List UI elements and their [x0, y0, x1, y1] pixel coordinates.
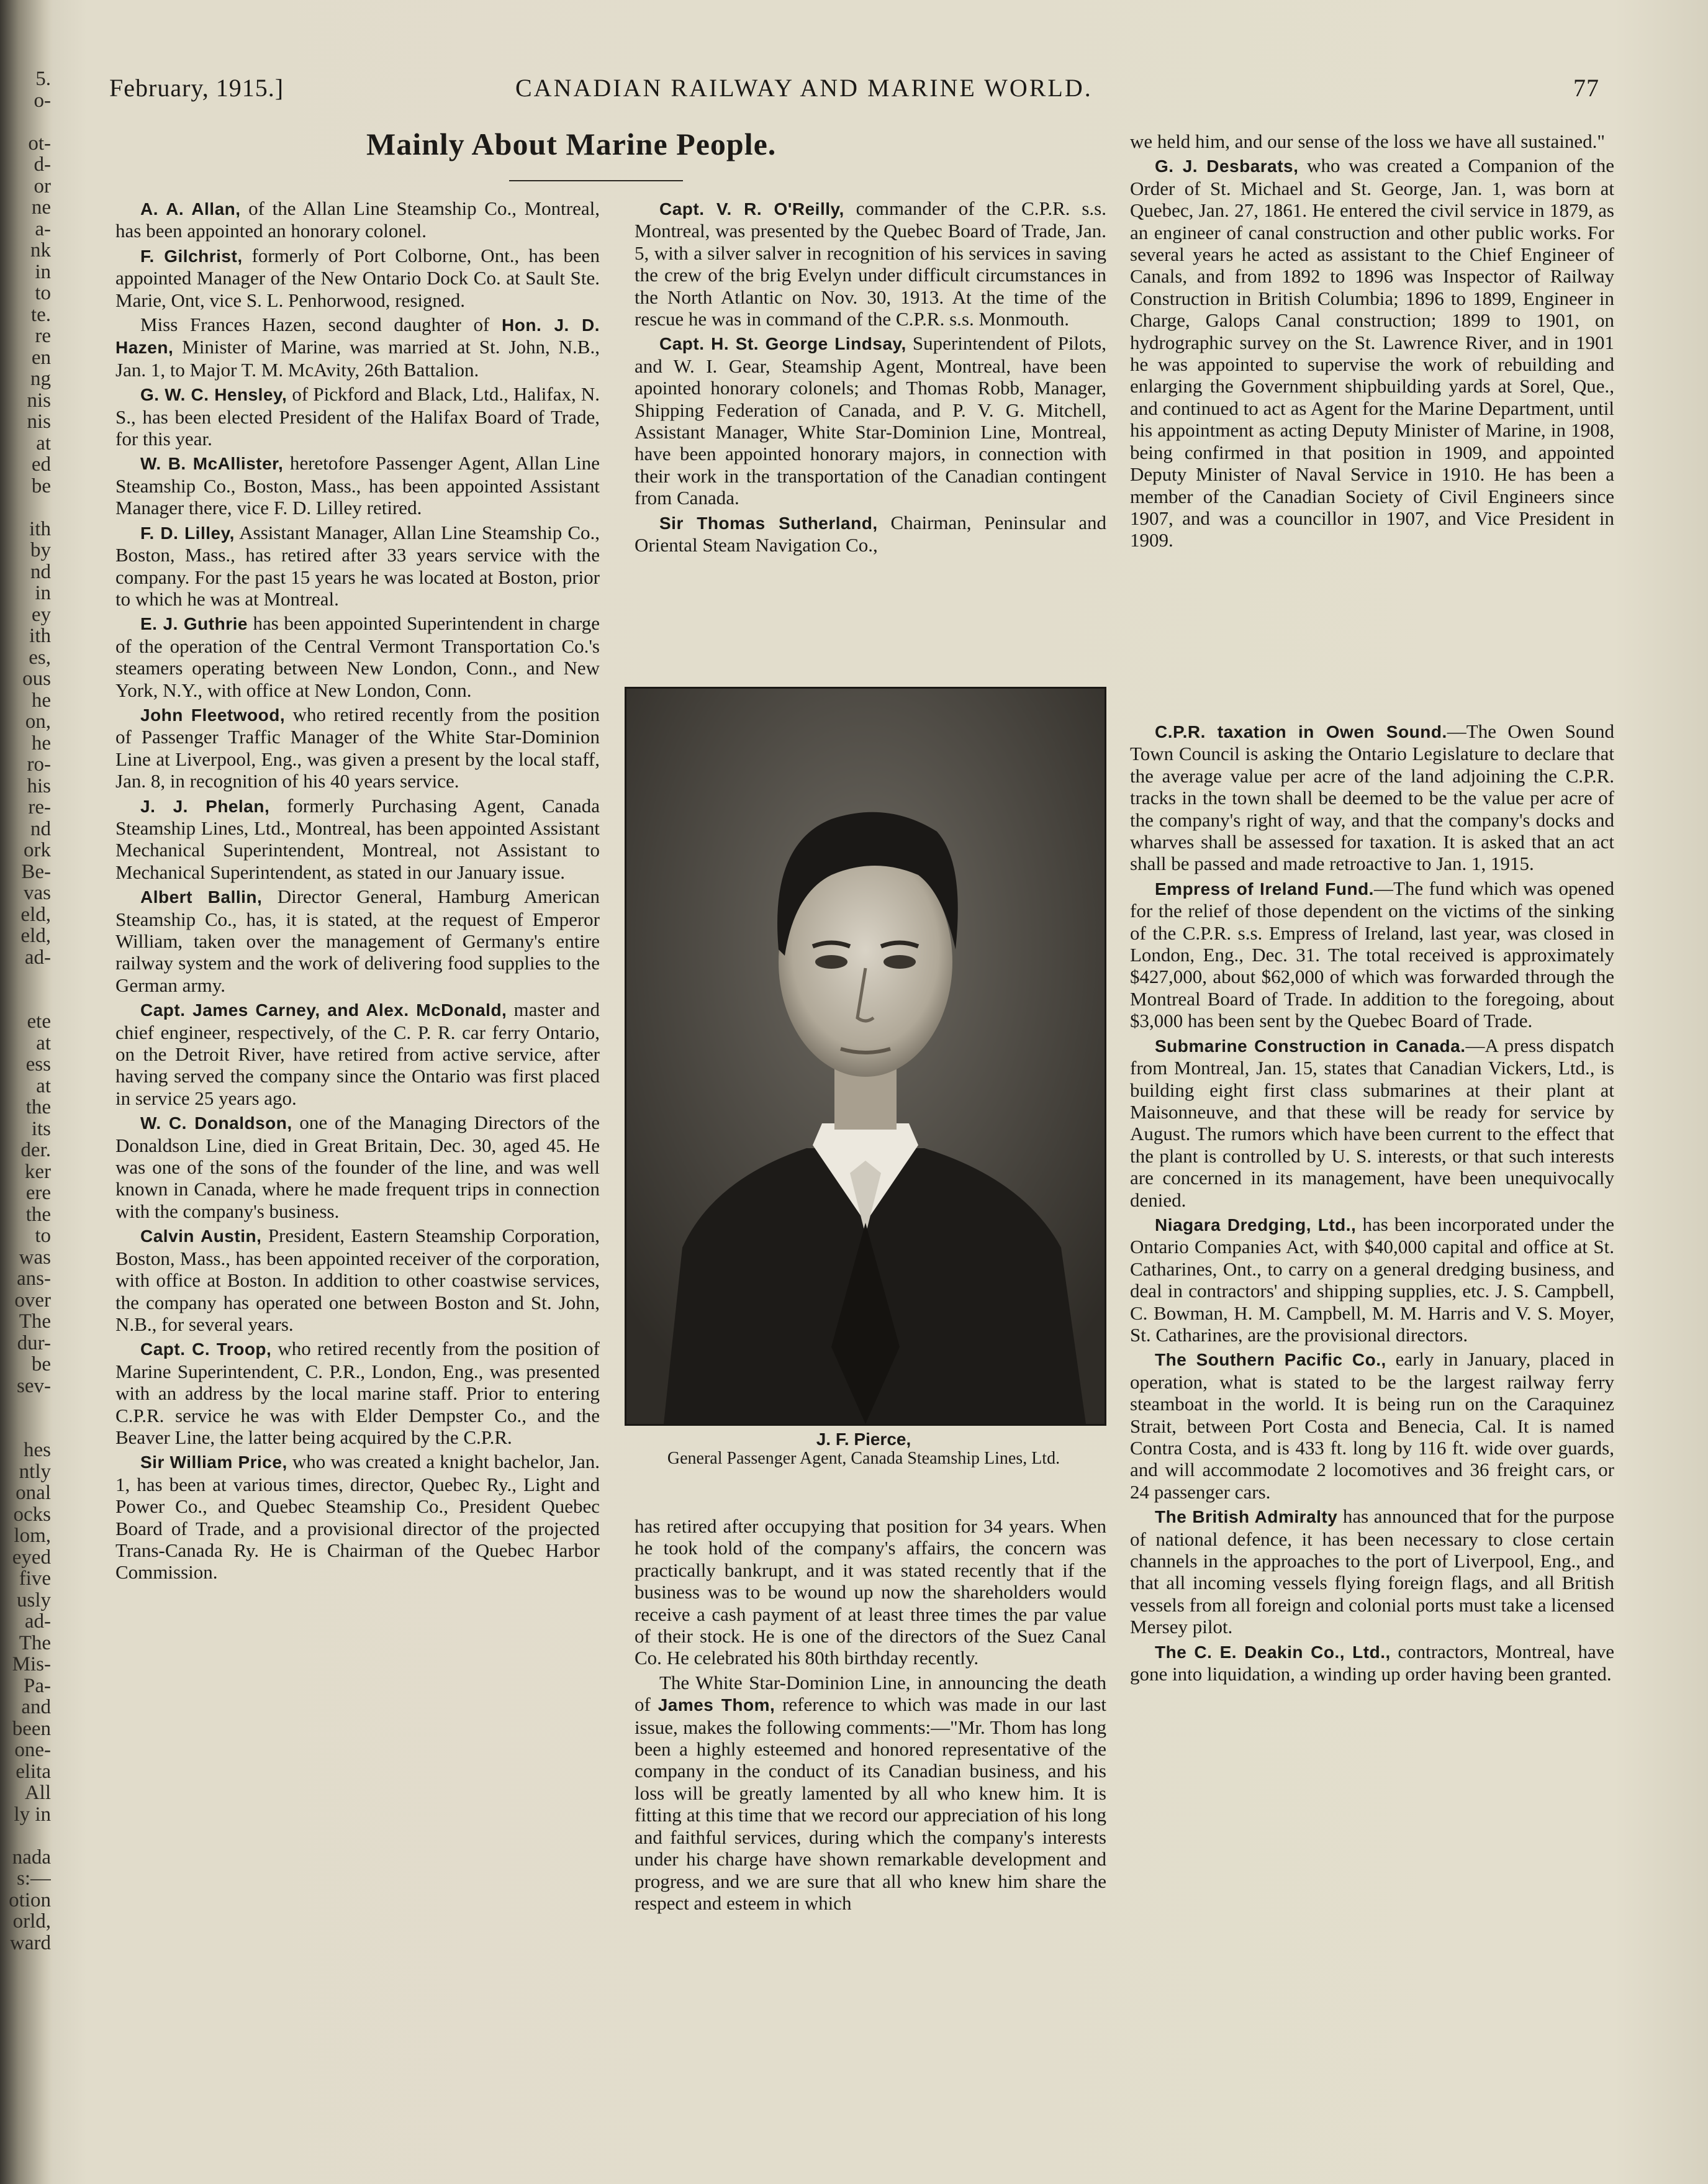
spill-fragment: he [31, 732, 51, 754]
item-name: Sir Thomas Sutherland, [659, 513, 878, 533]
item-text: Chairman, Peninsular and Oriental Steam Navigation Co., [635, 511, 1106, 556]
item-text: early in January, placed in operation, what is stated to be the largest railway ferry steamboat in the world. It is being run on the Caraquinez Strait, between Port Costa and Benecia, Cal. It is named Contra Costa, and is 433 ft. long by 116 ft. wide over guards, and will accommodate 2 locomotives and 36 freight cars, or 24 passenger cars. [1130, 1348, 1614, 1503]
column-2 [635, 197, 1106, 559]
spill-fragment: ey [31, 604, 51, 625]
spill-fragment: der. [20, 1140, 51, 1161]
spill-fragment: eld, [20, 904, 51, 925]
item-name: Capt. James Carney, and Alex. McDonald, [140, 1000, 507, 1020]
item-text: Superintendent of Pilots, and W. I. Gear, Steamship Agent, Montreal, have been apointed honorary colonels; and Thomas Robb, Manager, Shipping Federation of Canada, and P. V. G. Mitchell, Assistant Manager, White Star-Dominion Line, Montreal, have been appointed honorary majors, in connection with their work in the transportation of the Canadian contingent from Canada. [635, 332, 1106, 509]
spill-fragment [0, 1397, 51, 1418]
item-niagara-dredging [1130, 1213, 1614, 1346]
spill-fragment: the [25, 1097, 51, 1118]
spill-fragment: ork [24, 840, 51, 861]
item-empress-fund [1130, 877, 1614, 1032]
item-name: W. B. McAllister, [140, 454, 284, 474]
item-deakin [1130, 1641, 1614, 1685]
spill-fragment: in [35, 582, 51, 604]
spill-fragment: es, [29, 646, 51, 668]
spill-fragment: five [19, 1568, 51, 1590]
spill-fragment: a- [35, 218, 51, 240]
spill-fragment: sev- [17, 1375, 51, 1397]
item-name: J. J. Phelan, [140, 796, 270, 816]
spill-fragment: was [19, 1246, 51, 1268]
spill-fragment: been [12, 1718, 51, 1739]
item-name: F. D. Lilley, [140, 523, 235, 543]
item-text: Miss Frances Hazen, second daughter of [140, 314, 502, 336]
spill-fragment: at [36, 1032, 51, 1054]
item-text: has been incorporated under the Ontario Companies Act, with $40,000 capital and office at St. Catharines, Ont., to carry on a general dredging business, and deal in contractors' and shipping supplies, etc. J. S. Campbell, C. Bowman, H. M. Campbell, M. M. Harris and V. S. Moyer, St. Catharines, are the provisional directors. [1130, 1213, 1614, 1346]
publication-title: CANADIAN RAILWAY AND MARINE WORLD. [515, 74, 1093, 102]
title-divider [509, 180, 683, 181]
spill-fragment: ans- [17, 1268, 51, 1290]
item-text: who was created a knight bachelor, Jan. 1, has been at various times, director, Quebec Ry., Light and Power Co., and Quebec Steamship Co., President Quebec Board of Trade, and a provisional director of the projected Trans-Canada Ry. He is Chairman of the Quebec Harbor Commission. [115, 1451, 600, 1584]
portrait-photo [625, 687, 1106, 1426]
spill-fragment: the [25, 1203, 51, 1225]
item-text: master and chief engineer, respectively, of the C. P. R. car ferry Ontario, on the Detroit River, have retired from active service, after having served the company since the Ontario was first placed in service 25 years ago. [115, 999, 600, 1109]
item-name: The Southern Pacific Co., [1155, 1350, 1386, 1370]
item-text: formerly Purchasing Agent, Canada Steamship Lines, Ltd., Montreal, has been appointed Assistant Mechanical Superintendent, Montreal, not Assistant to Mechanical Superintendent, as stated in our January issue. [115, 794, 600, 883]
spill-fragment: nd [30, 818, 51, 840]
spill-fragment: o- [34, 89, 51, 111]
item-guthrie [115, 612, 600, 701]
spill-fragment: orld, [12, 1911, 51, 1933]
item-southern-pacific [1130, 1348, 1614, 1503]
item-fleetwood [115, 704, 600, 792]
item-name: Capt. H. St. George Lindsay, [659, 334, 906, 354]
item-sutherland-continued [635, 1515, 1106, 1669]
item-troop [115, 1338, 600, 1448]
spill-fragment [0, 1418, 51, 1440]
spill-fragment: ly in [14, 1803, 51, 1825]
column-3 [1130, 130, 1614, 554]
spill-fragment: on, [25, 711, 51, 733]
spill-fragment: d- [34, 154, 51, 176]
item-name: G. J. Desbarats, [1155, 156, 1299, 176]
portrait-illustration [626, 689, 1105, 1424]
spill-fragment: onal [16, 1482, 51, 1504]
item-name: Sir William Price, [140, 1452, 287, 1472]
spill-fragment: ith [29, 625, 51, 647]
item-hensley [115, 383, 600, 450]
item-text: of Pickford and Black, Ltd., Halifax, N. S., has been elected President of the Halifax Board of Trade, for this year. [115, 383, 600, 450]
spill-fragment: be [31, 1354, 51, 1375]
item-text: of the Allan Line Steamship Co., Montreal, has been appointed an honorary colonel. [115, 197, 600, 242]
item-text: heretofore Passenger Agent, Allan Line Steamship Co., Boston, Mass., has been appointed Assistant Manager there, vice F. D. Lilley retired. [115, 452, 600, 519]
item-text: —The fund which was opened for the relief of those dependent on the victims of the sinking of the C.P.R. s.s. Empress of Ireland, last year, was closed in London, Eng., Dec. 31. The total received is approximately $427,000, about $62,000 of which was forwarded through the Montreal Board of Trade. In addition to the foregoing, about $3,000 has been sent by the Quebec Board of Trade. [1130, 877, 1614, 1032]
item-carney [115, 999, 600, 1109]
item-lindsay [635, 332, 1106, 509]
caption-name: J. F. Pierce, [816, 1430, 911, 1449]
caption-title: General Passenger Agent, Canada Steamship Lines, Ltd. [667, 1449, 1060, 1468]
spill-fragment: The [19, 1632, 51, 1654]
spill-fragment: Be- [21, 861, 51, 882]
spill-fragment: be [31, 475, 51, 497]
column-3-news [1130, 720, 1614, 1687]
item-thom [635, 1672, 1106, 1914]
photo-caption [625, 1430, 1103, 1468]
spill-fragment [0, 968, 51, 990]
spill-fragment: All [24, 1782, 51, 1804]
spill-fragment: 5. [35, 68, 51, 90]
item-mcallister [115, 452, 600, 519]
spill-fragment: by [30, 540, 51, 561]
spill-fragment: Mis- [12, 1654, 51, 1675]
item-text: who retired recently from the position of Marine Superintendent, C. P.R., London, Eng., was presented with an address by the local marine staff. Prior to entering C.P.R. service he was with Elder Dempster Co., and the Beaver Line, the latter being acquired by the C.P.R. [115, 1338, 600, 1448]
spill-fragment: The [19, 1311, 51, 1333]
item-text: Minister of Marine, was married at St. John, N.B., Jan. 1, to Major T. M. McAvity, 26th Battalion. [115, 336, 600, 381]
spill-fragment: over [14, 1289, 51, 1311]
item-text: The White Star-Dominion Line, in announcing the death of [635, 1671, 1106, 1716]
spill-fragment: its [31, 1118, 51, 1140]
spill-fragment: ous [22, 668, 51, 690]
spill-fragment: eyed [12, 1546, 51, 1568]
item-ballin [115, 886, 600, 996]
spill-fragment: hes [24, 1439, 51, 1461]
spill-fragment: ntly [19, 1461, 51, 1482]
spill-fragment: ward [10, 1932, 51, 1954]
item-thom-continued [1130, 130, 1614, 152]
spill-fragment: Pa- [24, 1675, 51, 1697]
spill-fragment: ess [25, 1054, 51, 1076]
spill-fragment [0, 990, 51, 1012]
spill-fragment: eld, [20, 925, 51, 947]
spill-fragment: to [35, 283, 51, 304]
spill-fragment: at [36, 432, 51, 454]
item-desbarats [1130, 155, 1614, 551]
item-text: formerly of Port Colborne, Ont., has been appointed Manager of the New Ontario Dock Co. at Sault Ste. Marie, Ont, vice S. L. Penhorwood, resigned. [115, 244, 600, 311]
item-name: Capt. V. R. O'Reilly, [659, 199, 844, 219]
item-text: we held him, and our sense of the loss we have all sustained." [1130, 130, 1606, 152]
spill-fragment: ad- [24, 1611, 51, 1633]
spill-fragment: en [31, 347, 51, 368]
item-name: Calvin Austin, [140, 1226, 262, 1246]
spill-fragment: ed [31, 454, 51, 476]
spill-fragment: nis [27, 389, 51, 411]
item-text: has been appointed Superintendent in charge of the operation of the Central Vermont Transportation Co.'s steamers operating between New London, Conn., and New York, N.Y., with office at New London, Conn. [115, 612, 600, 701]
item-name: Hon. J. D. Hazen, [115, 315, 600, 358]
spill-fragment: and [21, 1697, 51, 1718]
spill-fragment: ne [31, 197, 51, 219]
spill-fragment: ro- [27, 754, 51, 776]
spill-fragment: ad- [24, 946, 51, 968]
spill-fragment: otion [9, 1889, 51, 1911]
item-gilchrist [115, 245, 600, 311]
spill-fragment: he [31, 689, 51, 711]
spill-fragment: ot- [28, 132, 51, 154]
item-lilley [115, 522, 600, 610]
item-price [115, 1451, 600, 1583]
spill-fragment: ere [25, 1182, 51, 1204]
item-text: who was created a Companion of the Order of St. Michael and St. George, Jan. 1, was born at Quebec, Jan. 27, 1861. He entered the civil service in 1879, as an engineer of canal construction and other public works. For several years he acted as assistant to the Chief Engineer of Canals, and from 1892 to 1896 was Inspector of Railway Construction in British Columbia; 1896 to 1899, Engineer in Charge, Galops Canal construction; 1899 to 1901, on hydrographic survey on the St. Lawrence River, and in 1901 he was appointed to supervise the work of rebuilding and enlarging the Government shipbuilding yards at Sorel, Que., and continued to act as Agent for the Marine Department, until his appointment as acting Deputy Minister of Marine, in 1908, being confirmed in that position in 1909, and appointed Deputy Minister of Naval Service in 1910. He has been a member of the Canadian Society of Civil Engineers since 1907, and was a councillor in 1907, and Vice President in 1909. [1130, 155, 1615, 551]
item-name: Capt. C. Troop, [140, 1339, 272, 1359]
item-name: G. W. C. Hensley, [140, 385, 287, 405]
item-name: C.P.R. taxation in Owen Sound. [1155, 722, 1447, 741]
spill-fragment: or [34, 175, 51, 197]
spill-fragment: usly [16, 1589, 51, 1611]
item-name: F. Gilchrist, [140, 246, 243, 266]
spill-fragment: at [36, 1075, 51, 1097]
spill-fragment: te. [30, 304, 51, 325]
item-name: Empress of Ireland Fund. [1155, 879, 1374, 899]
item-text: has retired after occupying that position for 34 years. When he took hold of the company's affairs, the concern was practically bankrupt, and it was stated recently that if the business was to be wound up now the shareholders would receive a cash payment of at least three times the par value of their stock. He is one of the directors of the Suez Canal Co. He celebrated his 80th birthday recently. [635, 1515, 1106, 1669]
item-text: Director General, Hamburg American Steamship Co., has, it is stated, at the request of Emperor William, taken over the management of Germany's entire railway system and the work of delivering food supplies to the German army. [115, 886, 600, 996]
item-text: —A press dispatch from Montreal, Jan. 15, states that Canadian Vickers, Ltd., is building eight first class submarines at their plant at Maisonneuve, and that these will be ready for service by August. The rumors which have been current to the effect that the plant is controlled by U. S. interests, or that such interests are concerned in its management, have been unequivocally denied. [1130, 1034, 1614, 1211]
issue-date: February, 1915.] [109, 74, 284, 102]
spill-fragment: dur- [17, 1332, 51, 1354]
item-phelan [115, 795, 600, 884]
page-number: 77 [1573, 74, 1599, 102]
spill-fragment: nis [27, 411, 51, 433]
item-text: commander of the C.P.R. s.s. Montreal, was presented by the Quebec Board of Trade, Jan. 5, with a silver salver in recognition of his services in saving the crew of the brig Evelyn under difficult circumstances in the North Atlantic on Nov. 30, 1913. At the time of the rescue he was in command of the C.P.R. s.s. Monmouth. [635, 197, 1106, 330]
item-oreilly [635, 197, 1106, 330]
item-submarines [1130, 1035, 1614, 1211]
item-sutherland [635, 512, 1106, 556]
item-text: has announced that for the purpose of national defence, it has been necessary to close certain channels in the approaches to the port of Liverpool, Eng., and that all incoming vessels flying foreign flags, and all British vessels from all foreign and colonial ports must take a licensed Mersey pilot. [1130, 1505, 1614, 1638]
item-allan [115, 197, 600, 242]
spill-fragment: nd [30, 561, 51, 582]
item-name: John Fleetwood, [140, 705, 286, 725]
spill-fragment [0, 497, 51, 519]
item-name: A. A. Allan, [140, 199, 241, 219]
spill-fragment: ith [29, 518, 51, 540]
spill-fragment: nada [12, 1846, 51, 1868]
item-admiralty [1130, 1505, 1614, 1638]
spill-fragment: re [35, 325, 51, 347]
item-text: —The Owen Sound Town Council is asking the Ontario Legislature to declare that the average value per acre of the land adjoining the C.P.R. tracks in the town shall be deemed to be the value per acre of the company's right of way, and that the company's docks and wharves shall be assessed for taxation. It is asked that an act shall be passed and made retroactive to Jan. 1, 1915. [1130, 720, 1614, 875]
item-text: reference to which was made in our last issue, makes the following comments:—"Mr. Thom has long been a highly esteemed and honored representative of the company in the conduct of its Canadian business, and his loss will be greatly lamented by all who knew him. It is fitting at this time that we record our appreciation of his long and faithful services, during which the company's interests under his charge have shown remarkable development and progress, and we are sure that all who knew him share the respect and esteem in which [635, 1693, 1107, 1914]
spill-fragment: ng [30, 368, 51, 390]
spill-fragment: vas [24, 882, 51, 904]
column-1 [115, 197, 600, 1586]
spill-fragment: elita [16, 1760, 51, 1782]
spill-fragment: nk [30, 240, 51, 261]
item-text: President, Eastern Steamship Corporation, Boston, Mass., has been appointed receiver of the corporation, with office at Boston. In addition to other coastwise services, the company has operated one between Boston and St. John, N.B., for several years. [115, 1225, 600, 1335]
spill-fragment: s:— [16, 1868, 51, 1890]
spill-fragment: in [35, 261, 51, 283]
item-name: The C. E. Deakin Co., Ltd., [1155, 1642, 1391, 1662]
spill-fragment: ocks [13, 1503, 51, 1525]
spill-fragment: lom, [14, 1525, 51, 1547]
spill-fragment: his [27, 775, 51, 797]
item-name: Albert Ballin, [140, 887, 263, 907]
item-name: The British Admiralty [1155, 1507, 1338, 1527]
spill-fragment: ker [24, 1161, 51, 1182]
item-text: one of the Managing Directors of the Donaldson Line, died in Great Britain, Dec. 30, aged 45. He was one of the sons of the founder of the line, and was well known in Canada, where he made frequent trips in connection with the company's business. [115, 1112, 600, 1222]
spill-fragment [0, 111, 51, 133]
spill-fragment [0, 1825, 51, 1847]
item-name: W. C. Donaldson, [140, 1113, 292, 1133]
spill-fragment: one- [14, 1739, 51, 1761]
item-text: who retired recently from the position of Passenger Traffic Manager of the White Star-Dominion Line at Liverpool, Eng., was given a present by the local staff, Jan. 8, in recognition of his 40 years service. [115, 703, 600, 792]
item-hazen [115, 314, 600, 381]
item-donaldson [115, 1112, 600, 1222]
adjacent-page-fragments [0, 68, 51, 2167]
item-austin [115, 1225, 600, 1335]
section-title: Mainly About Marine People. [366, 127, 777, 161]
spill-fragment: re- [28, 797, 51, 818]
item-name: Niagara Dredging, Ltd., [1155, 1215, 1357, 1235]
column-2-continued [635, 1515, 1106, 1916]
item-name: E. J. Guthrie [140, 614, 248, 634]
item-name: Submarine Construction in Canada. [1155, 1036, 1466, 1056]
running-head [109, 73, 1599, 104]
item-owen-sound [1130, 720, 1614, 875]
spill-fragment: to [35, 1225, 51, 1247]
item-text: Assistant Manager, Allan Line Steamship Co., Boston, Mass., has retired after 33 years service with the company. For the past 15 years he was located at Boston, prior to which he was at Montreal. [115, 521, 600, 610]
item-text: contractors, Montreal, have gone into liquidation, a winding up order having been granted. [1130, 1640, 1614, 1685]
item-name: James Thom, [657, 1695, 775, 1715]
spill-fragment: ete [27, 1011, 51, 1033]
